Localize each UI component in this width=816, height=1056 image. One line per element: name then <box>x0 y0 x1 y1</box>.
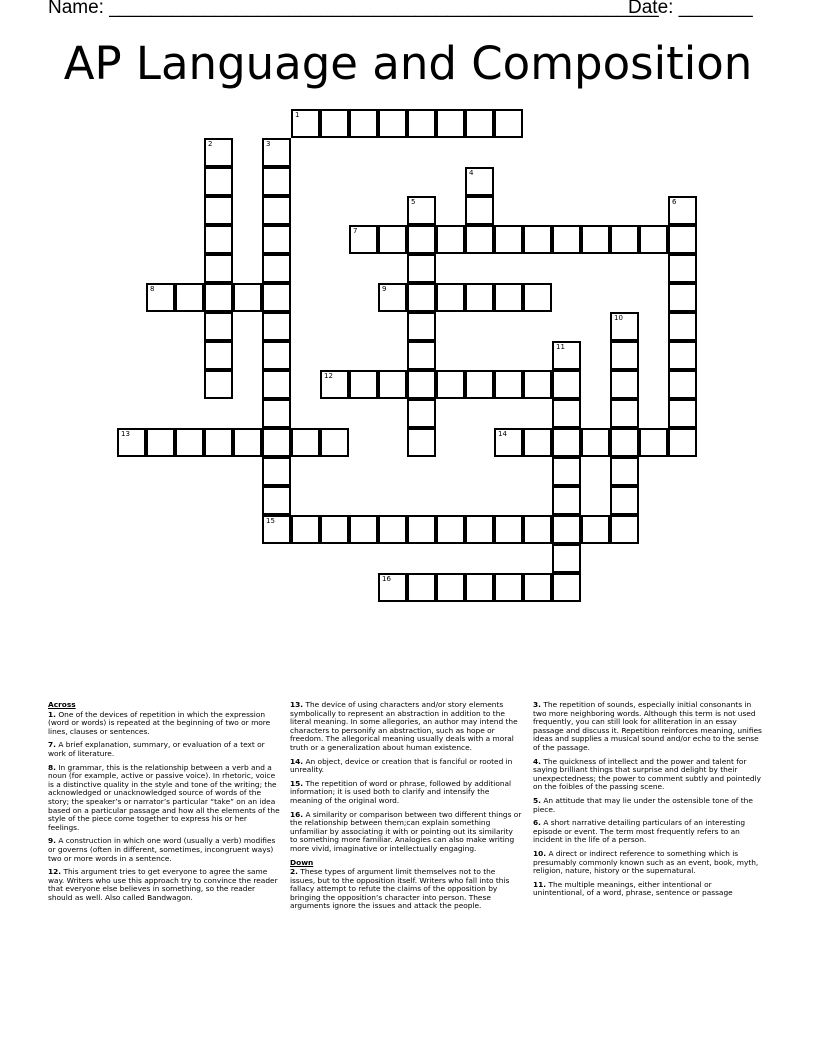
grid-cell[interactable] <box>465 370 494 399</box>
grid-cell[interactable] <box>610 486 639 515</box>
grid-cell[interactable] <box>668 370 697 399</box>
grid-cell[interactable] <box>378 225 407 254</box>
clue-item <box>290 780 522 806</box>
cell-number: 10 <box>614 314 623 322</box>
grid-cell[interactable] <box>262 428 291 457</box>
grid-cell[interactable] <box>552 515 581 544</box>
grid-cell[interactable] <box>407 254 436 283</box>
grid-cell[interactable] <box>204 341 233 370</box>
grid-cell[interactable] <box>262 283 291 312</box>
clue-item <box>290 701 522 753</box>
clue-item <box>48 868 280 902</box>
grid-cell[interactable] <box>610 428 639 457</box>
clue-number: 11. <box>533 879 547 889</box>
grid-cell[interactable] <box>407 573 436 602</box>
grid-cell[interactable] <box>552 544 581 573</box>
grid-cell[interactable] <box>262 457 291 486</box>
grid-cell[interactable] <box>204 370 233 399</box>
clue-item <box>290 811 522 854</box>
cell-number: 13 <box>121 430 130 438</box>
grid-cell[interactable] <box>262 138 291 167</box>
grid-cell[interactable] <box>581 225 610 254</box>
clue-item <box>48 837 280 863</box>
clue-text: The repetition of word or phrase, followed by additional information; it is used both to clarify and intensify the meaning of the original word. <box>290 778 512 805</box>
across-heading: Across <box>48 700 76 709</box>
grid-cell[interactable] <box>494 283 523 312</box>
grid-cell[interactable] <box>552 370 581 399</box>
grid-cell[interactable] <box>668 225 697 254</box>
grid-cell[interactable] <box>378 573 407 602</box>
clue-item <box>290 758 522 775</box>
grid-cell[interactable] <box>204 225 233 254</box>
clue-text: In grammar, this is the relationship between a verb and a noun (for example, active or passive voice). In rhetoric, voice is a distinctive quality in the style and tone of the writing; the acknowledged or unacknowledged source of words of the story; the speaker’s or narrator’s particular “take” on an idea based on a particular passage and how all the elements of the style of the piece come together to express his or her feelings. <box>48 762 280 832</box>
grid-cell[interactable] <box>146 428 175 457</box>
grid-cell[interactable] <box>407 225 436 254</box>
grid-cell[interactable] <box>436 109 465 138</box>
clue-number: 6. <box>533 818 541 828</box>
clue-number: 2. <box>290 867 298 877</box>
grid-cell[interactable] <box>204 167 233 196</box>
grid-cell[interactable] <box>407 341 436 370</box>
grid-cell[interactable] <box>610 312 639 341</box>
grid-cell[interactable] <box>233 428 262 457</box>
clues-column-3 <box>533 701 765 903</box>
grid-cell[interactable] <box>639 225 668 254</box>
grid-cell[interactable] <box>610 225 639 254</box>
grid-cell[interactable] <box>639 428 668 457</box>
grid-cell[interactable] <box>262 196 291 225</box>
grid-cell[interactable] <box>610 515 639 544</box>
clue-text: The device of using characters and/or story elements symbolically to represent an abstraction in addition to the literal meaning. In some allegories, an author may intend the characters to personify an abstraction, such as hope or freedom. The allegorical meaning usually deals with a moral truth or a generalization about human existence. <box>290 700 518 752</box>
grid-cell[interactable] <box>668 254 697 283</box>
clue-number: 7. <box>48 740 56 750</box>
grid-cell[interactable] <box>407 196 436 225</box>
grid-cell[interactable] <box>668 196 697 225</box>
grid-cell[interactable] <box>320 428 349 457</box>
clue-item <box>48 764 280 833</box>
grid-cell[interactable] <box>378 109 407 138</box>
grid-cell[interactable] <box>204 312 233 341</box>
clue-text: A direct or indirect reference to something which is presumably commonly known such as an event, book, myth, religion, nature, history or the supernatural. <box>533 848 759 876</box>
grid-cell[interactable] <box>320 515 349 544</box>
grid-cell[interactable] <box>668 283 697 312</box>
cell-number: 11 <box>556 343 565 351</box>
grid-cell[interactable] <box>523 370 552 399</box>
grid-cell[interactable] <box>262 312 291 341</box>
grid-cell[interactable] <box>436 283 465 312</box>
grid-cell[interactable] <box>204 196 233 225</box>
grid-cell[interactable] <box>291 109 320 138</box>
clue-number: 12. <box>48 867 62 877</box>
grid-cell[interactable] <box>262 515 291 544</box>
grid-cell[interactable] <box>349 370 378 399</box>
grid-cell[interactable] <box>523 283 552 312</box>
grid-cell[interactable] <box>204 138 233 167</box>
clue-text: The multiple meanings, either intentional or unintentional, of a word, phrase, sentence or passage <box>533 879 733 898</box>
grid-cell[interactable] <box>407 428 436 457</box>
grid-cell[interactable] <box>668 341 697 370</box>
grid-cell[interactable] <box>494 109 523 138</box>
clue-number: 1. <box>48 709 56 719</box>
grid-cell[interactable] <box>204 428 233 457</box>
name-field[interactable]: Name: ____________________________________________________ <box>48 0 659 18</box>
clue-text: An attitude that may lie under the ostensible tone of the piece. <box>533 795 753 814</box>
grid-cell[interactable] <box>262 486 291 515</box>
grid-cell[interactable] <box>175 283 204 312</box>
grid-cell[interactable] <box>465 283 494 312</box>
cell-number: 12 <box>324 372 333 380</box>
grid-cell[interactable] <box>262 225 291 254</box>
grid-cell[interactable] <box>610 399 639 428</box>
grid-cell[interactable] <box>552 457 581 486</box>
clue-text: These types of argument limit themselves not to the issues, but to the opposition itself. Writers who fall into this fallacy attempt to refute the claims of the opposition by bringing the opposition’s character into person. These arguments ignore the issues and attack the people. <box>290 867 510 911</box>
clue-number: 3. <box>533 700 541 709</box>
grid-cell[interactable] <box>262 167 291 196</box>
page-title: AP Language and Composition <box>63 37 753 90</box>
cell-number: 7 <box>353 227 358 235</box>
clue-item <box>533 701 765 753</box>
grid-cell[interactable] <box>407 370 436 399</box>
grid-cell[interactable] <box>146 283 175 312</box>
down-heading: Down <box>290 857 314 867</box>
cell-number: 6 <box>672 198 677 206</box>
clue-text: A construction in which one word (usually a verb) modifies or governs (often in different, sometimes, incongruent ways) two or more words in a sentence. <box>48 836 276 863</box>
grid-cell[interactable] <box>610 341 639 370</box>
grid-cell[interactable] <box>378 515 407 544</box>
grid-cell[interactable] <box>581 515 610 544</box>
grid-cell[interactable] <box>465 109 494 138</box>
grid-cell[interactable] <box>523 225 552 254</box>
grid-cell[interactable] <box>465 515 494 544</box>
grid-cell[interactable] <box>668 312 697 341</box>
grid-cell[interactable] <box>436 225 465 254</box>
grid-cell[interactable] <box>320 370 349 399</box>
grid-cell[interactable] <box>117 428 146 457</box>
grid-cell[interactable] <box>668 399 697 428</box>
grid-cell[interactable] <box>233 283 262 312</box>
clue-text: A brief explanation, summary, or evaluation of a text or work of literature. <box>48 740 265 758</box>
grid-cell[interactable] <box>320 109 349 138</box>
cell-number: 16 <box>382 575 391 583</box>
cell-number: 15 <box>266 517 275 525</box>
grid-cell[interactable] <box>378 283 407 312</box>
grid-cell[interactable] <box>436 370 465 399</box>
cell-number: 9 <box>382 285 387 293</box>
cell-number: 5 <box>411 198 416 206</box>
grid-cell[interactable] <box>552 225 581 254</box>
grid-cell[interactable] <box>262 399 291 428</box>
clue-item <box>290 868 522 911</box>
grid-cell[interactable] <box>581 428 610 457</box>
grid-cell[interactable] <box>349 109 378 138</box>
grid-cell[interactable] <box>436 515 465 544</box>
cell-number: 2 <box>208 140 213 148</box>
grid-cell[interactable] <box>262 254 291 283</box>
clue-number: 4. <box>533 756 541 766</box>
clue-number: 13. <box>290 700 304 709</box>
grid-cell[interactable] <box>407 312 436 341</box>
grid-cell[interactable] <box>494 573 523 602</box>
clue-text: An object, device or creation that is fanciful or rooted in unreality. <box>290 756 513 775</box>
grid-cell[interactable] <box>552 399 581 428</box>
clue-number: 14. <box>290 756 304 766</box>
cell-number: 4 <box>469 169 474 177</box>
clue-item <box>533 850 765 876</box>
grid-cell[interactable] <box>465 225 494 254</box>
clue-text: The quickness of intellect and the power and talent for saying brilliant things that surprise and delight by their unexpectedness; the power to comment subtly and pointedly on the foibles of the passing scene. <box>533 756 761 792</box>
cell-number: 8 <box>150 285 155 293</box>
clue-item <box>533 797 765 814</box>
clue-text: One of the devices of repetition in which the expression (word or words) is repeated at the beginning of two or more lines, clauses or sentences. <box>48 709 271 736</box>
grid-cell[interactable] <box>204 283 233 312</box>
grid-cell[interactable] <box>552 428 581 457</box>
grid-cell[interactable] <box>349 515 378 544</box>
clue-number: 5. <box>533 795 541 805</box>
grid-cell[interactable] <box>378 370 407 399</box>
grid-cell[interactable] <box>262 341 291 370</box>
grid-cell[interactable] <box>523 428 552 457</box>
grid-cell[interactable] <box>668 428 697 457</box>
grid-cell[interactable] <box>291 515 320 544</box>
cell-number: 14 <box>498 430 507 438</box>
grid-cell[interactable] <box>494 515 523 544</box>
grid-cell[interactable] <box>465 167 494 196</box>
clue-number: 16. <box>290 809 304 819</box>
clue-number: 10. <box>533 848 547 858</box>
clue-text: A similarity or comparison between two different things or the relationship between them;can explain something unfamiliar by associating it with or pointing out its similarity to something more familiar. Analogies can also make writing more vivid, imaginative or intellectually engaging. <box>290 809 522 853</box>
clue-text: A short narrative detailing particulars of an interesting episode or event. The term most frequently refers to an incident in the life of a person. <box>533 818 746 845</box>
clue-item <box>533 819 765 845</box>
clues-column-2 <box>290 701 522 916</box>
grid-cell[interactable] <box>407 399 436 428</box>
clue-number: 15. <box>290 778 304 788</box>
grid-cell[interactable] <box>465 573 494 602</box>
clue-text: The repetition of sounds, especially initial consonants in two more neighboring words. Although this term is not used frequently, you can still look for alliteration in an essay passage and discuss it. Repetition reinforces meaning, unifies ideas and supplies a musical sound and/or echo to the sense of the passage. <box>533 700 762 752</box>
grid-cell[interactable] <box>349 225 378 254</box>
clue-number: 8. <box>48 762 56 772</box>
grid-cell[interactable] <box>610 457 639 486</box>
clue-item <box>48 741 280 758</box>
clue-item <box>48 711 280 737</box>
cell-number: 3 <box>266 140 271 148</box>
clue-item <box>533 758 765 792</box>
grid-cell[interactable] <box>494 225 523 254</box>
clue-text: This argument tries to get everyone to agree the same way. Writers who use this approach try to convince the reader that everyone else believes in something, so the reader should as well. Also called Bandwagon. <box>48 867 278 902</box>
grid-cell[interactable] <box>407 109 436 138</box>
grid-cell[interactable] <box>262 370 291 399</box>
grid-cell[interactable] <box>175 428 204 457</box>
clue-number: 9. <box>48 836 56 846</box>
grid-cell[interactable] <box>204 254 233 283</box>
grid-cell[interactable] <box>552 573 581 602</box>
date-field[interactable]: Date: _______ <box>628 0 753 18</box>
grid-cell[interactable] <box>407 515 436 544</box>
cell-number: 1 <box>295 111 300 119</box>
grid-cell[interactable] <box>552 486 581 515</box>
grid-cell[interactable] <box>610 370 639 399</box>
grid-cell[interactable] <box>552 341 581 370</box>
grid-cell[interactable] <box>494 428 523 457</box>
grid-cell[interactable] <box>494 370 523 399</box>
clues-column-1 <box>48 701 280 907</box>
grid-cell[interactable] <box>523 515 552 544</box>
grid-cell[interactable] <box>436 573 465 602</box>
grid-cell[interactable] <box>291 428 320 457</box>
clue-item <box>533 881 765 898</box>
grid-cell[interactable] <box>465 196 494 225</box>
grid-cell[interactable] <box>523 573 552 602</box>
grid-cell[interactable] <box>407 283 436 312</box>
